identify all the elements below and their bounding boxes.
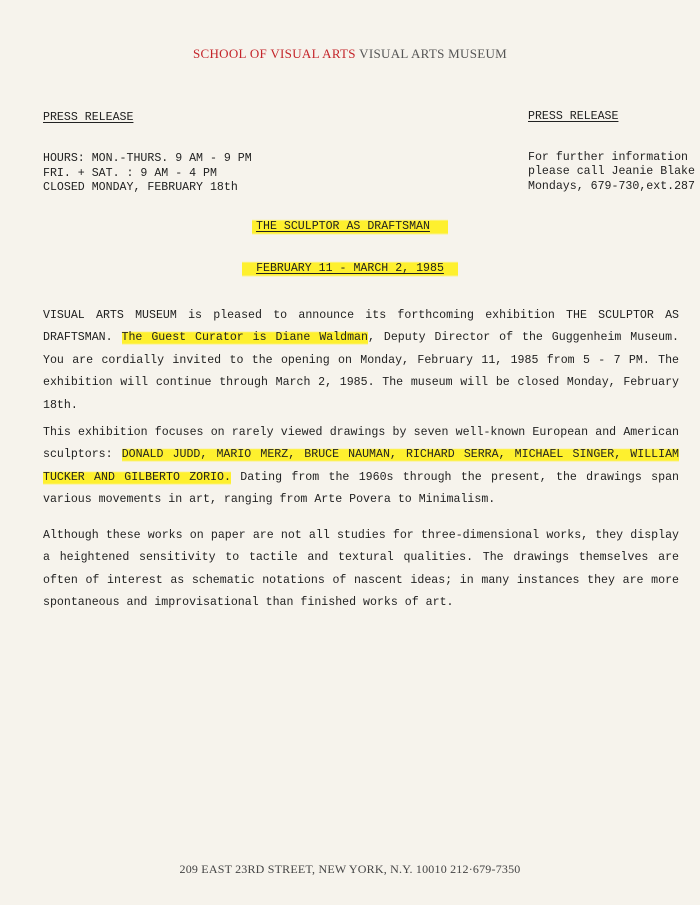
hours-line-1: HOURS: MON.-THURS. 9 AM - 9 PM	[43, 152, 252, 165]
exhibition-title-wrap	[0, 220, 700, 233]
press-release-label-left: PRESS RELEASE	[43, 111, 134, 124]
para2-highlight: DONALD JUDD, MARIO MERZ, BRUCE NAUMAN, RICHARD SERRA, MICHAEL SINGER, WILLIAM TUCKER AND GILBERTO ZORIO.	[43, 448, 680, 484]
exhibition-dates: FEBRUARY 11 - MARCH 2, 1985	[242, 260, 458, 277]
hours-line-3: CLOSED MONDAY, FEBRUARY 18th	[43, 181, 238, 194]
para1-text-a: VISUAL ARTS MUSEUM is pleased to announce its forthcoming exhibition THE SCULPTOR AS DRAFTSMAN.	[43, 309, 679, 345]
paragraph-artists	[43, 422, 679, 512]
exhibition-title: THE SCULPTOR AS DRAFTSMAN	[252, 218, 448, 235]
exhibition-dates-wrap	[0, 262, 700, 275]
paragraph-description: Although these works on paper are not all studies for three-dimensional works, they display a heightened sensitivity to tactile and textural qualities. The drawings themselves are often of interest as schematic notations of nascent ideas; in many instances they are more spontaneous and improvisational than finished works of art.	[43, 529, 679, 610]
info-line-1: For further information	[528, 151, 689, 164]
info-line-2: please call Jeanie Blake	[528, 165, 695, 178]
para2-text-a: This exhibition focuses on rarely viewed drawings by seven well-known European and American sculptors:	[43, 426, 679, 462]
para1-text-b: , Deputy Director of the Guggenheim Museum. You are cordially invited to the opening on Monday, February 11, 1985 from 5 - 7 PM. The exhibition will continue through March 2, 1985. The museum will be closed Monday, February 18th.	[43, 331, 680, 412]
press-release-label-right: PRESS RELEASE	[528, 110, 619, 123]
para1-highlight: The Guest Curator is Diane Waldman	[121, 331, 368, 345]
letterhead	[0, 46, 700, 62]
info-line-3: Mondays, 679-730,ext.287	[528, 180, 695, 193]
para2-text-b: Dating from the 1960s through the present, the drawings span various movements in art, ranging from Arte Povera to Minimalism.	[43, 470, 679, 507]
paragraph-announcement	[43, 305, 679, 417]
footer-address: 209 EAST 23RD STREET, NEW YORK, N.Y. 10010 212·679-7350	[179, 862, 521, 876]
letterhead-museum: VISUAL ARTS MUSEUM	[359, 46, 508, 61]
hours-line-2: FRI. + SAT. : 9 AM - 4 PM	[43, 167, 217, 180]
letterhead-school: SCHOOL OF VISUAL ARTS	[192, 46, 356, 61]
